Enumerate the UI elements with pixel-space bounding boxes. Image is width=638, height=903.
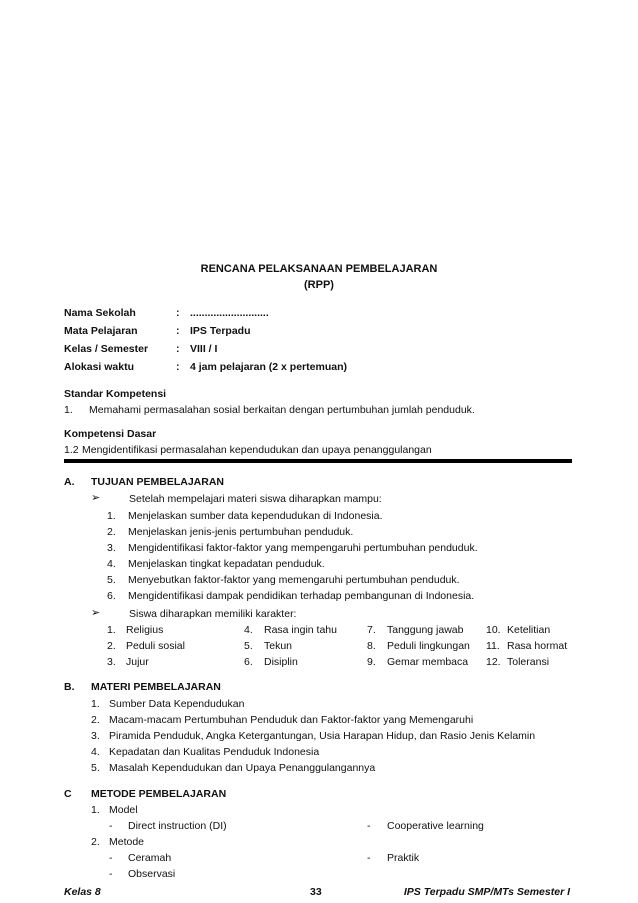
karakter-intro: Siswa diharapkan memiliki karakter: — [129, 608, 297, 620]
tujuan-item-number: 5. — [107, 574, 116, 586]
standar-text: Memahami permasalahan sosial berkaitan dengan pertumbuhan jumlah penduduk. — [89, 404, 475, 416]
tujuan-item-number: 6. — [107, 590, 116, 602]
materi-item: Piramida Penduduk, Angka Ketergantungan, Usia Harapan Hidup, dan Rasio Jenis Kelamin — [109, 730, 536, 742]
tujuan-item: Mengidentifikasi faktor-faktor yang mempengaruhi pertumbuhan penduduk. — [128, 542, 478, 554]
karakter-item: Peduli lingkungan — [387, 640, 470, 652]
identity-label: Nama Sekolah — [64, 307, 136, 319]
arrow-bullet-icon: ➢ — [91, 607, 101, 619]
metode-ceramah: Ceramah — [128, 852, 172, 864]
identity-value: ........................... — [190, 307, 269, 319]
metode-observasi: Observasi — [128, 868, 176, 880]
karakter-item: Gemar membaca — [387, 656, 469, 668]
tujuan-item: Menjelaskan jenis-jenis pertumbuhan penduduk. — [128, 526, 354, 538]
document-subtitle: (RPP) — [304, 279, 334, 291]
model-direct-instruction: Direct instruction (DI) — [128, 820, 227, 832]
arrow-bullet-icon: ➢ — [91, 492, 101, 504]
karakter-number: 4. — [244, 624, 253, 636]
identity-value: 4 jam pelajaran (2 x pertemuan) — [190, 361, 347, 373]
section-b-heading: MATERI PEMBELAJARAN — [91, 681, 221, 693]
karakter-number: 3. — [107, 656, 116, 668]
karakter-number: 11. — [486, 640, 500, 652]
karakter-number: 12. — [486, 656, 501, 668]
karakter-item: Tekun — [264, 640, 293, 652]
section-c-letter: C — [64, 788, 72, 800]
section-divider — [64, 459, 572, 463]
identity-colon: : — [176, 307, 180, 319]
metode-praktik: Praktik — [387, 852, 420, 864]
karakter-number: 8. — [367, 640, 376, 652]
footer-subject: IPS Terpadu SMP/MTs Semester I — [403, 886, 570, 898]
metode-number: 1. — [91, 804, 100, 816]
materi-item: Macam-macam Pertumbuhan Penduduk dan Faktor-faktor yang Memengaruhi — [109, 714, 474, 726]
karakter-number: 2. — [107, 640, 116, 652]
tujuan-item: Menjelaskan tingkat kepadatan penduduk. — [128, 558, 325, 570]
identity-colon: : — [176, 343, 180, 355]
dash-bullet: - — [367, 852, 371, 864]
identity-label: Mata Pelajaran — [64, 325, 138, 337]
identity-colon: : — [176, 361, 180, 373]
dash-bullet: - — [109, 820, 113, 832]
materi-item-number: 1. — [91, 698, 100, 710]
karakter-number: 1. — [107, 624, 116, 636]
karakter-number: 10. — [486, 624, 501, 636]
karakter-item: Jujur — [126, 656, 149, 668]
footer-class: Kelas 8 — [64, 886, 101, 898]
document-title: RENCANA PELAKSANAAN PEMBELAJARAN — [200, 263, 438, 275]
tujuan-item-number: 1. — [107, 510, 116, 522]
kompetensi-heading: Kompetensi Dasar — [64, 428, 157, 440]
karakter-number: 9. — [367, 656, 376, 668]
metode-number: 2. — [91, 836, 100, 848]
identity-value: IPS Terpadu — [190, 325, 251, 337]
tujuan-item: Mengidentifikasi dampak pendidikan terhadap pembangunan di Indonesia. — [128, 590, 475, 602]
metode-label: Metode — [109, 836, 145, 848]
tujuan-item: Menjelaskan sumber data kependudukan di Indonesia. — [128, 510, 383, 522]
section-c-heading: METODE PEMBELAJARAN — [91, 788, 227, 800]
dash-bullet: - — [109, 868, 113, 880]
identity-colon: : — [176, 325, 180, 337]
standar-number: 1. — [64, 404, 73, 416]
dash-bullet: - — [109, 852, 113, 864]
model-cooperative-learning: Cooperative learning — [387, 820, 484, 832]
karakter-item: Religius — [126, 624, 164, 636]
karakter-item: Ketelitian — [507, 624, 551, 636]
karakter-item: Disiplin — [264, 656, 298, 668]
section-b-letter: B. — [64, 681, 75, 693]
materi-item-number: 5. — [91, 762, 100, 774]
karakter-number: 6. — [244, 656, 253, 668]
tujuan-intro: Setelah mempelajari materi siswa diharapkan mampu: — [129, 493, 382, 505]
karakter-number: 7. — [367, 624, 376, 636]
tujuan-item: Menyebutkan faktor-faktor yang memengaruhi pertumbuhan penduduk. — [128, 574, 460, 586]
materi-item-number: 3. — [91, 730, 100, 742]
karakter-item: Toleransi — [507, 656, 550, 668]
materi-item: Masalah Kependudukan dan Upaya Penanggulangannya — [109, 762, 376, 774]
kompetensi-text: Mengidentifikasi permasalahan kependudukan dan upaya penanggulangan — [82, 444, 432, 456]
tujuan-item-number: 3. — [107, 542, 116, 554]
section-a-letter: A. — [64, 476, 75, 488]
materi-item: Kepadatan dan Kualitas Penduduk Indonesia — [109, 746, 320, 758]
materi-item-number: 4. — [91, 746, 100, 758]
karakter-item: Tanggung jawab — [387, 624, 464, 636]
section-a-heading: TUJUAN PEMBELAJARAN — [91, 476, 225, 488]
karakter-item: Peduli sosial — [126, 640, 185, 652]
standar-heading: Standar Kompetensi — [64, 388, 167, 400]
kompetensi-number: 1.2 — [64, 444, 79, 456]
tujuan-item-number: 2. — [107, 526, 116, 538]
karakter-item: Rasa ingin tahu — [264, 624, 337, 636]
metode-model-label: Model — [109, 804, 138, 816]
identity-label: Alokasi waktu — [64, 361, 135, 373]
tujuan-item-number: 4. — [107, 558, 116, 570]
page-number: 33 — [310, 886, 322, 898]
materi-item: Sumber Data Kependudukan — [109, 698, 245, 710]
materi-item-number: 2. — [91, 714, 100, 726]
identity-label: Kelas / Semester — [64, 343, 149, 355]
karakter-number: 5. — [244, 640, 253, 652]
karakter-item: Rasa hormat — [507, 640, 568, 652]
identity-value: VIII / I — [190, 343, 218, 355]
dash-bullet: - — [367, 820, 371, 832]
